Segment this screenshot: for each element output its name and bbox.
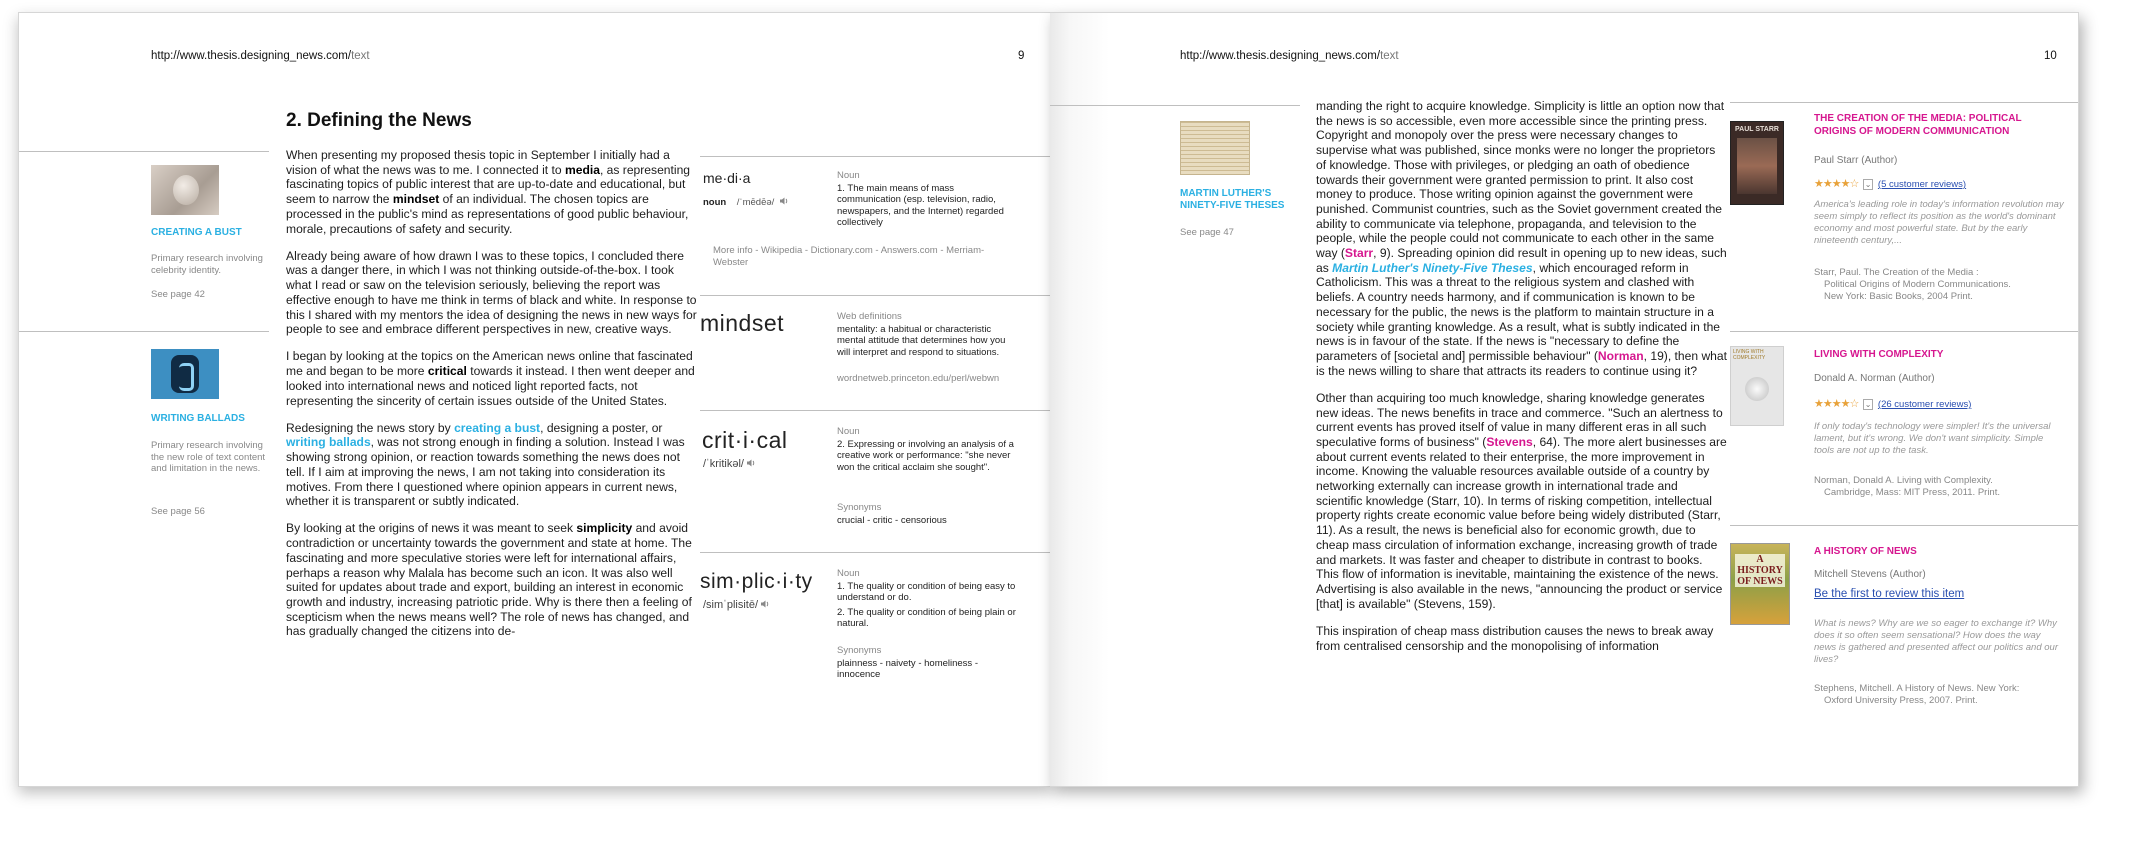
sidebar-desc: Primary research involving the new role of text content and limitation in the news. — [151, 440, 266, 474]
product-title[interactable]: LIVING WITH COMPLEXITY — [1814, 349, 1944, 360]
dict-more-info: More info - Wikipedia - Dictionary.com - Answers.com - Merriam-Webster — [713, 245, 985, 268]
dict-pron-line: noun /ˈmēdēə/ — [703, 197, 789, 208]
url-path: text — [1380, 50, 1399, 62]
divider — [700, 410, 1051, 411]
sidebar-see-page: See page 47 — [1180, 227, 1234, 238]
paragraph: This inspiration of cheap mass distribution causes the news to break away from centralised censorship and the monopolising of information — [1316, 623, 1714, 653]
dict-synonyms-label: Synonyms — [837, 645, 882, 656]
divider — [700, 552, 1051, 553]
speaker-icon[interactable] — [780, 197, 789, 205]
dict-label: Noun — [837, 170, 860, 181]
dict-word: sim·plic·i·ty — [700, 570, 813, 593]
product-citation: Norman, Donald A. Living with Complexity. Cambridge, Mass: MIT Press, 2011. Print. — [1814, 475, 2000, 498]
dict-label: Web definitions — [837, 311, 902, 322]
divider — [19, 151, 269, 152]
dict-def: 2. The quality or condition of being plain or natural. — [837, 607, 1016, 630]
dict-label: Noun — [837, 568, 860, 579]
main-text — [1316, 99, 1727, 666]
product-author: Donald A. Norman (Author) — [1814, 373, 1935, 384]
paragraph: manding the right to acquire knowledge. Simplicity is little an option now that the news is so accessible, even more accessible since the printing press. Copyright and monopoly over the press were necessary changes to supervise what was published, since monks were no longer the proprietors of knowledge. Those with privileges, or pledging an oath of obedience towards their government were granted permission to print. It also cost money to produce. Those writing opinion against the government were punished. Communist countries, such as the Soviet government created the ability to communicate via telephone, propaganda, and television to the people, while the people could not communicate to each other in the same way (Starr, 9). Spreading opinion did result in opening up to new ideas, such as Martin Luther's Ninety-Five Theses, which encouraged reform in Catholicism. This was a threat to the religious system and clashed with beliefs. A country needs harmony, and if communication is known to be necessary for the public, the news is the platform to maintain structure in a society while granting knowledge. As a result, what is subtly indicated in the news is in favour of the state. If the news is "necessary to define the parameters of [societal and] permissible behaviour" (Norman, 19), then what is the news willing to share that attracts its readers to continue using it? — [1316, 99, 1727, 378]
url-path: text — [351, 50, 370, 62]
dict-def: 2. Expressing or involving an analysis of a creative work or performance: "she never won the critical acclaim she sought". — [837, 439, 1014, 473]
paragraph: I began by looking at the topics on the American news online that fascinated me and began to be more critical towards it instead. I then went deeper and looked into international news and noticed light reported facts, not representing the sincerity of certain issues outside of the United States. — [286, 349, 695, 408]
customer-reviews-link[interactable]: (26 customer reviews) — [1877, 399, 1972, 410]
product-rating — [1814, 174, 1966, 192]
sidebar-title-writing-ballads: WRITING BALLADS — [151, 413, 245, 424]
dict-def: mentality: a habitual or characteristic mental attitude that determines how you will interpret and respond to situations. — [837, 324, 1006, 358]
book-cover-living-with-complexity: LIVING WITH COMPLEXITY — [1730, 346, 1784, 426]
left-page — [18, 12, 1052, 787]
main-text — [286, 148, 697, 652]
link-norman[interactable]: Norman — [1597, 348, 1644, 363]
product-title[interactable]: THE CREATION OF THE MEDIA: POLITICAL ORIGINS OF MODERN COMMUNICATION — [1814, 113, 2022, 137]
product-author: Mitchell Stevens (Author) — [1814, 569, 1926, 580]
dict-synonyms: crucial - critic - censorious — [837, 515, 947, 526]
book-cover-history-of-news: A HISTORY OF NEWS — [1730, 543, 1790, 625]
customer-reviews-link[interactable]: (5 customer reviews) — [1877, 179, 1967, 190]
paragraph: By looking at the origins of news it was meant to seek simplicity and avoid contradiction or uncertainty towards the government and state at home. The fascinating and more speculative stories were left for international affairs, perhaps a reason why Malala has become such an icon. It was also well suited for updates about trade and export, building an interest in economic growth and industry, increasing patriotic pride. Why is there then a feeling of scepticism when the news means well? The role of news has changed, and has gradually changed the citizens into de- — [286, 521, 692, 639]
bust-photo-thumbnail — [151, 165, 219, 215]
right-page — [1050, 12, 2079, 787]
url-domain: http://www.thesis.designing_news.com/ — [151, 50, 352, 62]
link-martin-luther-theses[interactable]: Martin Luther's Ninety-Five Theses — [1332, 260, 1533, 275]
first-review-link[interactable]: Be the first to review this item — [1814, 588, 1965, 600]
dict-pron-line: /simˈplisitē/ — [703, 599, 770, 611]
page-number: 10 — [2044, 50, 2057, 62]
dict-def: 1. The main means of mass communication (esp. television, radio, newspapers, and the Internet) regarded collectively — [837, 183, 1004, 229]
ballad-logo-thumbnail — [151, 349, 219, 399]
product-author: Paul Starr (Author) — [1814, 155, 1898, 166]
product-rating — [1814, 394, 1971, 412]
dict-synonyms-label: Synonyms — [837, 502, 882, 513]
divider — [1730, 102, 2078, 103]
divider — [1730, 525, 2078, 526]
sidebar-title-creating-a-bust: CREATING A BUST — [151, 227, 242, 238]
speaker-icon[interactable] — [747, 458, 756, 466]
link-writing-ballads[interactable]: writing ballads — [286, 435, 371, 450]
sidebar-see-page: See page 56 — [151, 506, 205, 517]
product-description: America's leading role in today's information revolution may seem simply to reflect its position as the world's dominant economy and most powerful state. But by the early nineteenth century,... — [1814, 199, 2064, 246]
divider — [19, 331, 269, 332]
product-description: If only today's technology were simpler! It's the universal lament, but it's wrong. We don't want simplicity. Simple tools are not up to the task. — [1814, 421, 2051, 456]
dict-word: me·di·a — [703, 170, 751, 186]
product-title[interactable]: A HISTORY OF NEWS — [1814, 546, 1917, 557]
product-citation: Starr, Paul. The Creation of the Media : Political Origins of Modern Communications. New York: Basic Books, 2004 Print. — [1814, 267, 2011, 302]
link-starr[interactable]: Starr — [1344, 246, 1374, 261]
dict-pron-line: /ˈkritikəl/ — [703, 458, 756, 470]
divider — [700, 156, 1051, 157]
divider — [700, 295, 1051, 296]
product-citation: Stephens, Mitchell. A History of News. New York: Oxford University Press, 2007. Print. — [1814, 683, 2020, 706]
dict-synonyms: plainness - naivety - homeliness - innocence — [837, 658, 978, 681]
dict-word: mindset — [700, 310, 785, 336]
chevron-down-icon[interactable]: ⌄ — [1864, 180, 1872, 189]
sidebar-desc: Primary research involving celebrity identity. — [151, 253, 263, 276]
theses-document-thumbnail — [1180, 121, 1250, 175]
dict-source: wordnetweb.princeton.edu/perl/webwn — [837, 373, 1000, 384]
book-cover-creation-of-media: PAUL STARR — [1730, 121, 1784, 205]
paragraph: Other than acquiring too much knowledge, sharing knowledge generates new ideas. The news benefits in trace and commerce. "Such an alertness to current events has proved itself of value in many different eras in all such speculative forms of business" (Stevens, 64). The more alert businesses are about current events related to their enterprise, the more improvement in income. Knowing the valuable resources available outside of a country by networking externally can increase growth in international trade and scientific knowledge (Starr, 10). In terms of risking competition, intellectual property rights create economic value before being widely distributed (Starr, 11). As a result, the news is beneficial also for economic growth, due to cheap mass circulation of information exchange, increasing growth of trade and markets. It was faster and cheaper to distribute in contrast to books. This flow of information is inevitable, maintaining the existence of the news. Advertising is also available in the news, "announcing the product or service [that] is available" (Stevens, 159). — [1316, 390, 1727, 611]
dict-label: Noun — [837, 426, 860, 437]
link-stevens[interactable]: Stevens — [1486, 434, 1533, 449]
divider — [1050, 105, 1300, 106]
sidebar-title-martin-luther: MARTIN LUTHER'S NINETY-FIVE THESES — [1180, 188, 1285, 211]
divider — [1730, 331, 2078, 332]
sidebar-see-page: See page 42 — [151, 289, 205, 300]
rating-stars: ★★★★☆ — [1814, 398, 1859, 410]
page-url — [1180, 50, 1399, 62]
product-description: What is news? Why are we so eager to exchange it? Why does it so often seem sensational? How does the way news is gathered and presented affect our politics and our lives? — [1814, 618, 2058, 665]
paragraph: Redesigning the news story by creating a bust, designing a poster, or writing ballads, was not strong enough in finding a solution. Instead I was showing strong opinion, or reaction towards something the news does not tell. If I aim at improving the news, I am not taking into consideration its motives. From there I questioned where opinion appears in current news, whether it is transparent or subtly indicated. — [286, 420, 685, 509]
url-domain: http://www.thesis.designing_news.com/ — [1180, 50, 1381, 62]
link-creating-a-bust[interactable]: creating a bust — [454, 420, 541, 435]
page-number: 9 — [1018, 50, 1025, 62]
section-heading: 2. Defining the News — [286, 110, 472, 131]
rating-stars: ★★★★☆ — [1814, 178, 1859, 190]
speaker-icon[interactable] — [761, 599, 770, 607]
dict-word: crit·i·cal — [702, 427, 788, 453]
chevron-down-icon[interactable]: ⌄ — [1864, 400, 1872, 409]
paragraph: When presenting my proposed thesis topic in September I initially had a vision of what the news was to me. I connected it to media, as representing fascinating topics of public interest that are up-to-date and educational, but seem to narrow the mindset of an individual. The chosen topics are processed in the public's mind as representations of good public behaviour, morale, precautions of safety and security. — [286, 148, 691, 236]
paragraph: Already being aware of how drawn I was to these topics, I concluded there was a danger there, in which I was not thinking outside-of-the-box. I took what I read or saw on the television seriously, believing the report was effective enough to have me think in terms of black and white. In response to this I shared with my mentors the idea of designing the news in new ways for people to see and embrace different perspectives in new, creative ways. — [286, 248, 697, 337]
dict-def: 1. The quality or condition of being easy to understand or do. — [837, 581, 1016, 604]
page-url — [151, 50, 370, 62]
